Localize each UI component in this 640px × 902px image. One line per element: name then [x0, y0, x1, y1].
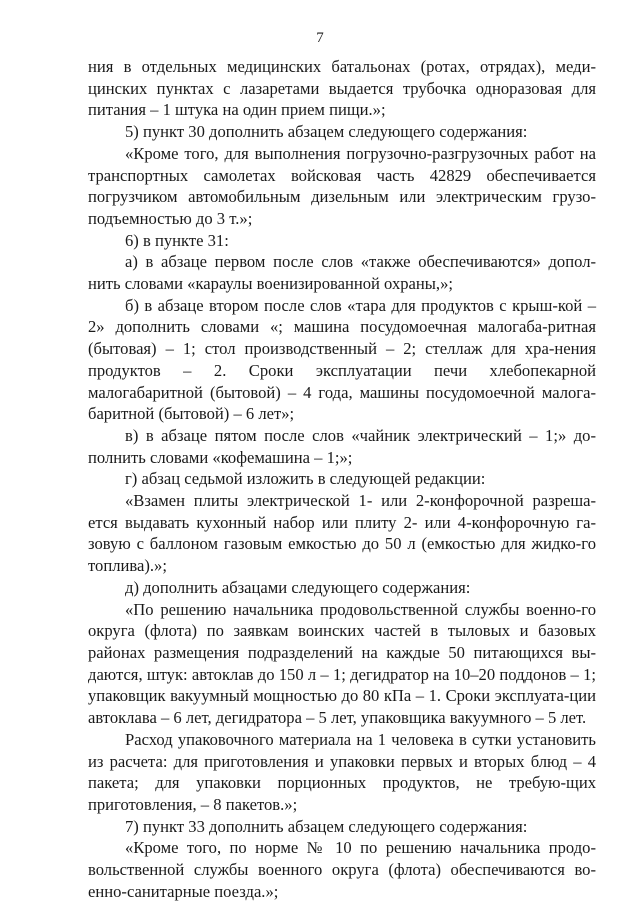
paragraph-quote-trains: «Кроме того, по норме № 10 по решению начальника продо-вольственной службы военного округа (флота) обеспечиваются во-енно-санитарные поезда.»; — [88, 838, 596, 901]
paragraph-quote-stove: «Взамен плиты электрической 1- или 2-конфорочной разреша-ется выдавать кухонный набор или плиту 2- или 4-конфорочную га-зовую с баллоном газовым емкостью до 50 л (емкостью для жидко-го топлива).»; — [88, 491, 596, 576]
paragraph-item-6: 6) в пункте 31: — [125, 230, 229, 250]
paragraph-item-7: 7) пункт 33 дополнить абзацем следующего содержания: — [125, 816, 528, 836]
paragraph-subitem-a: а) в абзаце первом после слов «также обеспечиваются» допол-нить словами «караулы военизированной охраны,»; — [88, 252, 596, 294]
paragraph-continuation: ния в отдельных медицинских батальонах (ротах, отрядах), меди-цинских пунктах с лазаретами выдается трубочка одноразовая для питания – 1 штука на один прием пищи.»; — [88, 57, 596, 120]
page-number: 7 — [316, 30, 324, 46]
paragraph-subitem-d: д) дополнить абзацами следующего содержания: — [125, 577, 471, 597]
paragraph-quote-loader: «Кроме того, для выполнения погрузочно-разгрузочных работ на транспортных самолетах войсковая часть 42829 обеспечивается погрузчиком автомобильным дизельным или электрическим грузо-подъемностью до 3 т.»; — [88, 143, 596, 228]
paragraph-subitem-v: в) в абзаце пятом после слов «чайник электрический – 1;» до-полнить словами «кофемашина – 1;»; — [88, 425, 596, 467]
paragraph-item-5: 5) пункт 30 дополнить абзацем следующего содержания: — [125, 122, 528, 142]
paragraph-subitem-g: г) абзац седьмой изложить в следующей редакции: — [125, 469, 486, 489]
paragraph-subitem-b: б) в абзаце втором после слов «тара для продуктов с крыш-кой – 2» дополнить словами «; машина посудомоечная малогаба-ритная (бытовая) – 1; стол производственный – 2; стеллаж для хра-нения продуктов – 2. Сроки эксплуатации печи хлебопекарной малогабаритной (бытовой) – 4 года, машины посудомоечной малога-баритной (бытовой) – 6 лет»; — [88, 295, 596, 424]
paragraph-quote-decision: «По решению начальника продовольственной службы военно-го округа (флота) по заявкам воинских частей в тыловых и базовых районах размещения подразделений на каждые 50 питающихся вы-даются, штук: автоклав до 150 л – 1; дегидратор на 10–20 поддонов – 1; упаковщик вакуумный мощностью до 80 кПа – 1. Сроки эксплуата-ции автоклава – 6 лет, дегидратора – 5 лет, упаковщика вакуумного – 5 лет. — [88, 599, 596, 728]
paragraph-packaging-consumption: Расход упаковочного материала на 1 человека в сутки установить из расчета: для приготовления и упаковки первых и вторых блюд – 4 пакета; для упаковки порционных продуктов, не требую-щих приготовления, – 8 пакетов.»; — [88, 729, 596, 814]
document-body — [88, 56, 596, 902]
